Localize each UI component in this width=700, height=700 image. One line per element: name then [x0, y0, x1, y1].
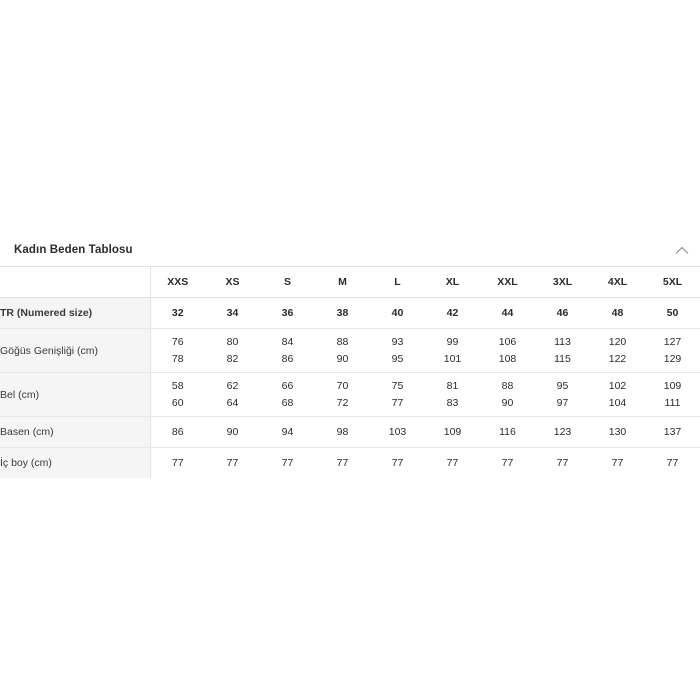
table-header-row [0, 267, 700, 298]
value-bottom: 90 [336, 352, 349, 365]
cell-bel-4xl [590, 373, 645, 417]
value-bottom: 64 [226, 396, 239, 409]
cell-basen-xl: 109 [425, 417, 480, 448]
cell-gogus-l [370, 329, 425, 373]
value-bottom: 90 [501, 396, 514, 409]
value-bottom: 77 [391, 396, 404, 409]
value-top: 109 [663, 379, 682, 392]
cell-icboy-xxl: 77 [480, 448, 535, 479]
value-top: 93 [391, 335, 404, 348]
row-label-gogus-genisligi: Göğüs Genişliği (cm) [0, 329, 150, 373]
value-bottom: 60 [171, 396, 184, 409]
cell-gogus-s [260, 329, 315, 373]
value-bottom: 78 [171, 352, 184, 365]
cell-basen-5xl: 137 [645, 417, 700, 448]
value-bottom: 95 [391, 352, 404, 365]
cell-tr-5xl: 50 [645, 298, 700, 329]
cell-bel-5xl [645, 373, 700, 417]
cell-tr-3xl: 46 [535, 298, 590, 329]
row-label-tr-numered-size: TR (Numered size) [0, 298, 150, 329]
value-top: 84 [281, 335, 294, 348]
cell-bel-s [260, 373, 315, 417]
cell-bel-xl [425, 373, 480, 417]
table-row [0, 417, 700, 448]
value-bottom: 82 [226, 352, 239, 365]
value-bottom: 68 [281, 396, 294, 409]
cell-tr-s: 36 [260, 298, 315, 329]
value-top: 58 [171, 379, 184, 392]
cell-icboy-m: 77 [315, 448, 370, 479]
table-row [0, 329, 700, 373]
column-header-l: L [370, 267, 425, 298]
value-top: 75 [391, 379, 404, 392]
cell-bel-m [315, 373, 370, 417]
cell-gogus-xxs [150, 329, 205, 373]
cell-gogus-3xl [535, 329, 590, 373]
cell-icboy-s: 77 [260, 448, 315, 479]
cell-bel-xxl [480, 373, 535, 417]
value-top: 120 [608, 335, 627, 348]
value-top: 62 [226, 379, 239, 392]
value-bottom: 101 [443, 352, 462, 365]
cell-gogus-xs [205, 329, 260, 373]
value-bottom: 129 [663, 352, 682, 365]
column-header-xl: XL [425, 267, 480, 298]
size-chart-panel [0, 234, 700, 478]
cell-basen-m: 98 [315, 417, 370, 448]
cell-tr-m: 38 [315, 298, 370, 329]
value-bottom: 86 [281, 352, 294, 365]
panel-header[interactable] [0, 234, 700, 267]
cell-gogus-xxl [480, 329, 535, 373]
column-header-xxs: XXS [150, 267, 205, 298]
cell-bel-xxs [150, 373, 205, 417]
value-top: 76 [171, 335, 184, 348]
value-top: 99 [446, 335, 459, 348]
value-top: 70 [336, 379, 349, 392]
cell-tr-xxs: 32 [150, 298, 205, 329]
value-bottom: 104 [608, 396, 627, 409]
value-top: 106 [498, 335, 517, 348]
value-top: 88 [501, 379, 514, 392]
cell-icboy-xs: 77 [205, 448, 260, 479]
chevron-up-icon[interactable] [672, 240, 692, 260]
cell-basen-s: 94 [260, 417, 315, 448]
value-bottom: 83 [446, 396, 459, 409]
cell-bel-l [370, 373, 425, 417]
cell-gogus-4xl [590, 329, 645, 373]
value-top: 80 [226, 335, 239, 348]
cell-tr-xl: 42 [425, 298, 480, 329]
column-header-s: S [260, 267, 315, 298]
row-label-ic-boy: İç boy (cm) [0, 448, 150, 479]
cell-icboy-5xl: 77 [645, 448, 700, 479]
cell-icboy-3xl: 77 [535, 448, 590, 479]
cell-gogus-xl [425, 329, 480, 373]
table-row [0, 373, 700, 417]
cell-basen-3xl: 123 [535, 417, 590, 448]
value-bottom: 115 [554, 352, 571, 365]
size-table [0, 267, 700, 478]
cell-tr-xxl: 44 [480, 298, 535, 329]
row-label-basen: Basen (cm) [0, 417, 150, 448]
value-top: 95 [556, 379, 569, 392]
cell-tr-4xl: 48 [590, 298, 645, 329]
table-corner-cell [0, 267, 150, 298]
row-label-bel: Bel (cm) [0, 373, 150, 417]
column-header-5xl: 5XL [645, 267, 700, 298]
cell-tr-l: 40 [370, 298, 425, 329]
column-header-xs: XS [205, 267, 260, 298]
cell-basen-xxs: 86 [150, 417, 205, 448]
cell-gogus-5xl [645, 329, 700, 373]
cell-bel-3xl [535, 373, 590, 417]
page-title: Kadın Beden Tablosu [14, 244, 133, 256]
cell-basen-xs: 90 [205, 417, 260, 448]
value-top: 102 [608, 379, 627, 392]
column-header-4xl: 4XL [590, 267, 645, 298]
value-bottom: 111 [664, 396, 681, 409]
cell-icboy-l: 77 [370, 448, 425, 479]
value-bottom: 97 [556, 396, 569, 409]
cell-tr-xs: 34 [205, 298, 260, 329]
value-bottom: 122 [608, 352, 627, 365]
column-header-xxl: XXL [480, 267, 535, 298]
value-top: 88 [336, 335, 349, 348]
cell-icboy-xl: 77 [425, 448, 480, 479]
cell-icboy-4xl: 77 [590, 448, 645, 479]
table-row [0, 298, 700, 329]
value-bottom: 108 [498, 352, 517, 365]
value-top: 113 [554, 335, 571, 348]
cell-basen-xxl: 116 [480, 417, 535, 448]
column-header-3xl: 3XL [535, 267, 590, 298]
value-top: 66 [281, 379, 294, 392]
cell-gogus-m [315, 329, 370, 373]
cell-icboy-xxs: 77 [150, 448, 205, 479]
cell-basen-l: 103 [370, 417, 425, 448]
value-top: 81 [446, 379, 459, 392]
value-bottom: 72 [336, 396, 349, 409]
table-row [0, 448, 700, 479]
value-top: 127 [663, 335, 682, 348]
cell-basen-4xl: 130 [590, 417, 645, 448]
column-header-m: M [315, 267, 370, 298]
cell-bel-xs [205, 373, 260, 417]
